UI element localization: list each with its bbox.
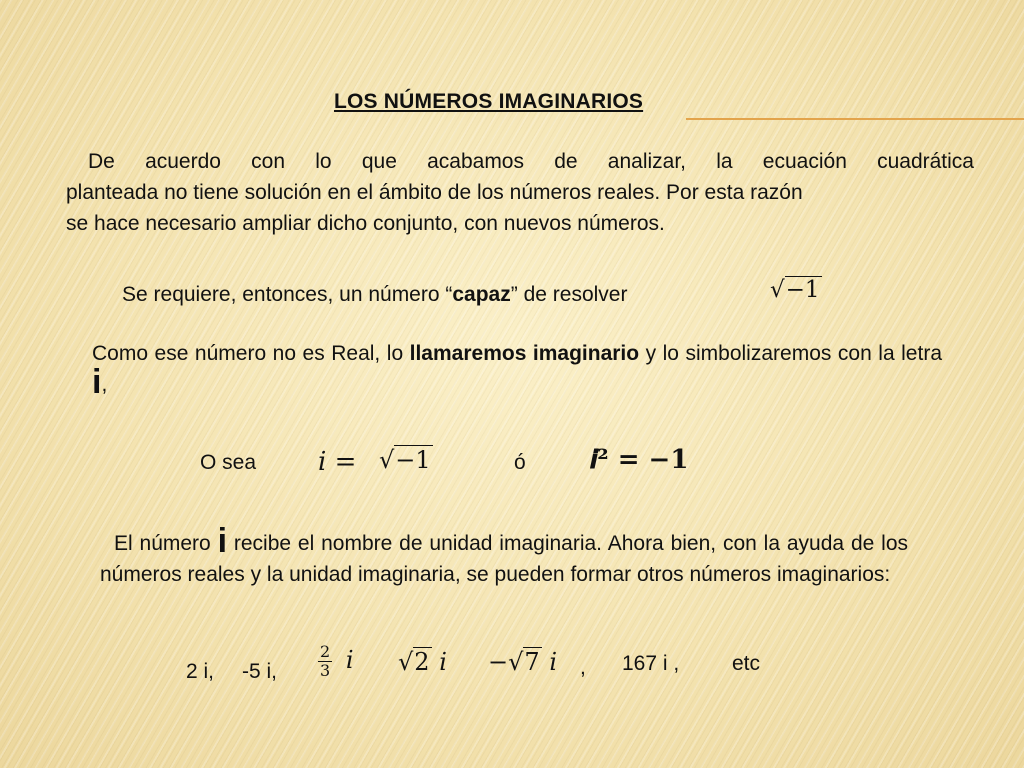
- requirement-text: Se requiere, entonces, un número “capaz” de resolver: [122, 283, 628, 306]
- example-etc: etc: [732, 652, 761, 675]
- i-equals: 𝑖 =: [318, 447, 357, 477]
- intro-line-3: se hace necesario ampliar dicho conjunto, con nuevos números.: [66, 212, 665, 235]
- example-minus5i: -5 i,: [242, 660, 278, 683]
- or-label: ó: [514, 451, 526, 474]
- definition-paragraph: Como ese número no es Real, lo llamaremos imaginario y lo simbolizaremos con la letra i,: [92, 342, 942, 401]
- example-comma: ,: [580, 656, 586, 679]
- letter-i-unit: i: [217, 522, 228, 560]
- example-fraction: $\frac{2}{3}$ 𝑖: [320, 642, 354, 680]
- example-sqrt2: √2 𝑖: [398, 648, 447, 676]
- sqrt-minus-one-formula: √−1: [770, 277, 820, 303]
- intro-paragraph: [66, 146, 974, 239]
- letter-i: i: [92, 363, 102, 401]
- example-2i: 2 i,: [186, 660, 215, 683]
- llamaremos-bold: llamaremos imaginario: [409, 342, 640, 365]
- sqrt-minus-one-eq: √−1: [379, 446, 431, 474]
- slide-title: LOS NÚMEROS IMAGINARIOS: [334, 90, 644, 113]
- example-neg-sqrt7: −√7 𝑖: [488, 648, 558, 676]
- capaz-bold: capaz: [452, 283, 511, 306]
- o-sea-label: O sea: [200, 451, 257, 474]
- unit-paragraph: El número i recibe el nombre de unidad imaginaria. Ahora bien, con la ayuda de los números reales y la unidad imaginaria, se pueden formar otros números imaginarios:: [100, 522, 908, 586]
- example-167i: 167 i ,: [622, 652, 680, 675]
- intro-line-1: De acuerdo con lo que acabamos de analizar, la ecuación cuadrática: [88, 150, 974, 173]
- title-rule: [686, 118, 1024, 120]
- intro-line-2: planteada no tiene solución en el ámbito de los números reales. Por esta razón: [66, 181, 803, 204]
- i-squared-equation: 𝒊² = −𝟏: [590, 445, 689, 475]
